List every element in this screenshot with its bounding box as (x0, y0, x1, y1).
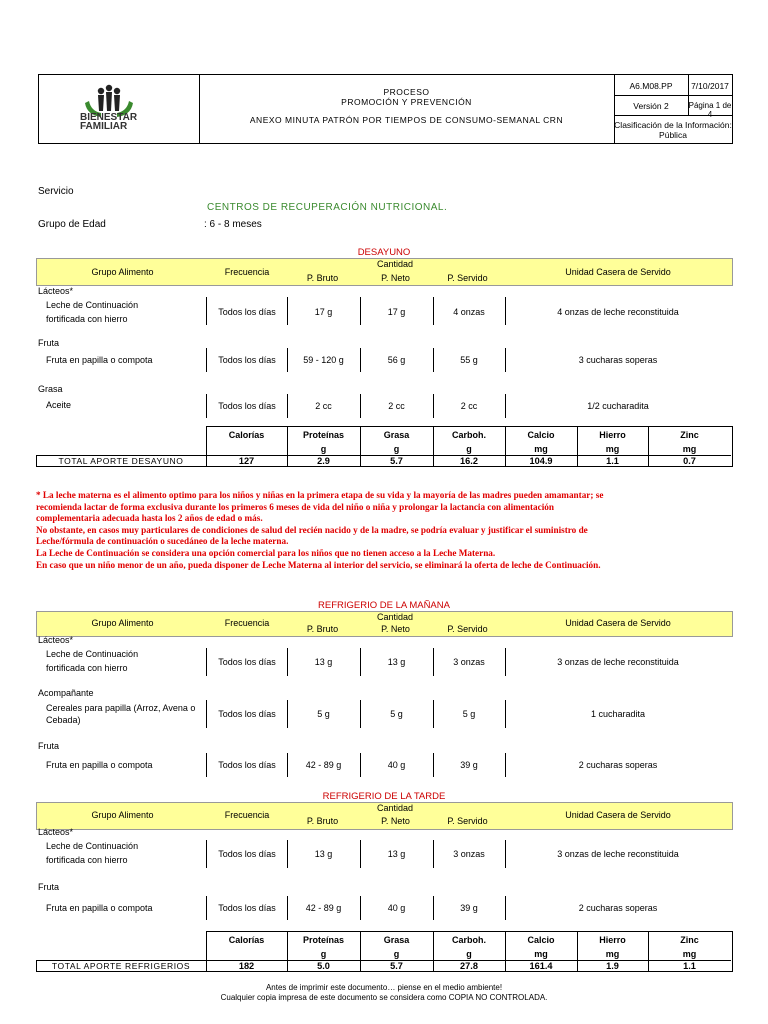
food-name: fortificada con hierro (46, 314, 128, 324)
note-line: * La leche materna es el alimento optimo para los niños y niñas en la primera etapa de su vida y la mayoría de las madres pueden amamantar; se (36, 490, 604, 500)
freq: Todos los días (218, 760, 276, 770)
servido: 3 onzas (453, 657, 485, 667)
bruto: 59 - 120 g (303, 355, 344, 365)
neto: 40 g (387, 903, 406, 913)
servido: 5 g (462, 709, 476, 719)
process-label: PROCESO (383, 87, 430, 97)
col-cantidad: Cantidad (376, 803, 414, 813)
logo-text (80, 113, 137, 131)
group-label: Fruta (38, 338, 60, 348)
group-label: Lácteos* (38, 827, 74, 837)
col-grupo: Grupo Alimento (91, 267, 154, 277)
unit: g (393, 949, 400, 959)
unidad: 2 cucharas soperas (578, 903, 658, 913)
nutrient-carboh: Carboh. (451, 935, 486, 945)
nutrient-proteinas: Proteínas (302, 430, 344, 440)
section-title-manana: REFRIGERIO DE LA MAÑANA (318, 600, 450, 611)
bruto: 13 g (314, 657, 333, 667)
col-cantidad: Cantidad (376, 612, 414, 622)
section-title-desayuno: DESAYUNO (357, 247, 411, 258)
food-name: fortificada con hierro (46, 663, 128, 673)
unit: mg (605, 949, 620, 959)
servido: 55 g (460, 355, 478, 365)
group-label: Fruta (38, 741, 60, 751)
total-grasa: 5.7 (390, 456, 403, 466)
nutrient-carboh: Carboh. (451, 430, 486, 440)
unidad: 4 onzas de leche reconstituida (557, 307, 679, 317)
footer-line: Antes de imprimir este documento… piense en el medio ambiente! (265, 983, 503, 992)
classification-label: Clasificación de la Información: (614, 120, 732, 130)
group-label: Grasa (38, 384, 63, 394)
header-divider (614, 95, 732, 96)
col-bruto: P. Bruto (306, 624, 339, 634)
document-title: ANEXO MINUTA PATRÓN POR TIEMPOS DE CONSUMO-SEMANAL CRN (249, 115, 564, 125)
unidad: 3 onzas de leche reconstituida (557, 849, 679, 859)
servicio-value: CENTROS DE RECUPERACIÓN NUTRICIONAL. (207, 202, 448, 213)
nutrient-calcio: Calcio (527, 935, 555, 945)
col-grupo: Grupo Alimento (91, 618, 154, 628)
freq: Todos los días (218, 355, 276, 365)
food-name: Leche de Continuación (46, 649, 139, 659)
col-servido: P. Servido (447, 816, 488, 826)
servido: 3 onzas (453, 849, 485, 859)
freq: Todos los días (218, 307, 276, 317)
col-grupo: Grupo Alimento (91, 810, 154, 820)
total-hierro: 1.1 (606, 456, 619, 466)
nutrient-calcio: Calcio (527, 430, 555, 440)
area-label: PROMOCIÓN Y PREVENCIÓN (341, 97, 472, 107)
food-name: Fruta en papilla o compota (46, 903, 153, 913)
food-name: Aceite (46, 400, 72, 410)
neto: 40 g (387, 760, 406, 770)
neto: 56 g (387, 355, 406, 365)
servido: 4 onzas (453, 307, 485, 317)
col-unidad: Unidad Casera de Servido (565, 267, 671, 277)
unit: mg (534, 949, 548, 959)
bruto: 5 g (317, 709, 330, 719)
nutrient-calorias: Calorías (228, 430, 265, 440)
total-calorias: 182 (238, 961, 255, 971)
total-hierro: 1.9 (606, 961, 619, 971)
unit: mg (534, 444, 548, 454)
food-name: Fruta en papilla o compota (46, 760, 153, 770)
unit: g (320, 949, 327, 959)
unidad: 1 cucharadita (590, 709, 646, 719)
total-grasa: 5.7 (390, 961, 403, 971)
bruto: 42 - 89 g (305, 760, 342, 770)
col-frecuencia: Frecuencia (224, 810, 270, 820)
nutrient-grasa: Grasa (383, 935, 410, 945)
neto: 2 cc (388, 401, 405, 411)
note-line: No obstante, en casos muy particulares de condiciones de salud del recién nacido y de la madre, se podría evaluar y justificar el suministro de (36, 524, 588, 535)
freq: Todos los días (218, 849, 276, 859)
food-name: Leche de Continuación (46, 300, 139, 310)
note-line: La Leche de Continuación se considera una opción comercial para los niños que no tienen acceso a la Leche Materna. (36, 547, 496, 558)
nutrient-zinc: Zinc (680, 935, 699, 945)
unit: g (466, 444, 472, 454)
group-label: Lácteos* (38, 635, 74, 645)
neto: 17 g (387, 307, 406, 317)
col-unidad: Unidad Casera de Servido (565, 618, 671, 628)
logo (39, 75, 199, 143)
total-calorias: 127 (238, 456, 255, 466)
food-name: Cereales para papilla (Arroz, Avena o (46, 703, 196, 713)
breastfeeding-note (36, 490, 736, 571)
col-servido: P. Servido (447, 624, 488, 634)
note-line: recomienda lactar de forma exclusiva durante los primeros 6 meses de vida del niño o niña y prolongar la lactancia con alimentación (36, 501, 554, 512)
logo-line: BIENESTAR (80, 112, 138, 123)
servido: 2 cc (460, 401, 478, 411)
servido: 39 g (460, 903, 478, 913)
document-date: 7/10/2017 (691, 81, 729, 91)
bruto: 13 g (314, 849, 333, 859)
total-zinc: 1.1 (683, 961, 696, 971)
note-line: complementaria adecuada hasta los 2 años de edad o más. (36, 513, 263, 524)
total-zinc: 0.7 (683, 456, 696, 466)
nutrient-proteinas: Proteínas (302, 935, 344, 945)
col-cantidad: Cantidad (376, 259, 414, 269)
total-calcio: 161.4 (529, 961, 553, 971)
unit: g (393, 444, 400, 454)
col-servido: P. Servido (447, 273, 488, 283)
document-code: A6.M08.PP (629, 81, 673, 91)
servido: 39 g (460, 760, 478, 770)
neto: 13 g (387, 849, 406, 859)
unidad: 1/2 cucharadita (587, 401, 649, 411)
unidad: 3 onzas de leche reconstituida (557, 657, 679, 667)
col-frecuencia: Frecuencia (224, 267, 270, 277)
nutrient-hierro: Hierro (599, 935, 626, 945)
freq: Todos los días (218, 401, 276, 411)
header-divider (199, 75, 200, 143)
col-neto: P. Neto (381, 273, 410, 283)
food-name: Cebada) (46, 715, 81, 725)
freq: Todos los días (218, 657, 276, 667)
food-name: fortificada con hierro (46, 855, 128, 865)
bruto: 2 cc (315, 401, 332, 411)
col-frecuencia: Frecuencia (224, 618, 270, 628)
section-title-tarde: REFRIGERIO DE LA TARDE (322, 791, 446, 802)
bruto: 42 - 89 g (305, 903, 342, 913)
food-name: Fruta en papilla o compota (46, 355, 153, 365)
footer-line: Cualquier copia impresa de este documento se considera como COPIA NO CONTROLADA. (220, 993, 548, 1002)
servicio-label: Servicio (38, 186, 74, 197)
note-line: Leche/fórmula de continuación o sucedáneo de la leche materna. (36, 536, 289, 547)
col-neto: P. Neto (381, 816, 410, 826)
note-line: En caso que un niño menor de un año, pueda disponer de Leche Materna al interior del servicio, se eliminará la oferta de leche de Continuación. (36, 559, 601, 570)
unit: mg (682, 444, 697, 454)
group-label: Fruta (38, 882, 60, 892)
neto: 13 g (387, 657, 406, 667)
freq: Todos los días (218, 709, 276, 719)
total-carboh: 27.8 (460, 961, 478, 971)
food-name: Leche de Continuación (46, 841, 139, 851)
document-header (38, 74, 733, 144)
unidad: 3 cucharas soperas (578, 355, 658, 365)
group-label: Acompañante (38, 688, 94, 698)
total-calcio: 104.9 (529, 456, 553, 466)
nutrient-grasa: Grasa (383, 430, 410, 440)
unit: mg (605, 444, 620, 454)
col-neto: P. Neto (381, 624, 410, 634)
total-proteinas: 5.0 (317, 961, 330, 971)
group-label: Lácteos* (38, 286, 74, 296)
freq: Todos los días (218, 903, 276, 913)
version: Versión 2 (633, 101, 669, 111)
unidad: 2 cucharas soperas (578, 760, 658, 770)
bruto: 17 g (314, 307, 333, 317)
unit: g (466, 949, 472, 959)
col-bruto: P. Bruto (306, 816, 339, 826)
nutrient-hierro: Hierro (599, 430, 626, 440)
unit: g (320, 444, 327, 454)
classification-value: Pública (659, 130, 687, 140)
col-bruto: P. Bruto (306, 273, 339, 283)
nutrient-zinc: Zinc (680, 430, 699, 440)
nutrient-calorias: Calorías (228, 935, 265, 945)
total-carboh: 16.2 (460, 456, 478, 466)
unit: mg (682, 949, 697, 959)
page-number: Página 1 de 4 (688, 101, 732, 119)
total-label: TOTAL APORTE DESAYUNO (58, 456, 184, 466)
total-label: TOTAL APORTE REFRIGERIOS (51, 961, 191, 971)
total-proteinas: 2.9 (317, 456, 330, 466)
grupo-value: : 6 - 8 meses (204, 219, 262, 230)
logo-line: FAMILIAR (80, 121, 128, 132)
col-unidad: Unidad Casera de Servido (565, 810, 671, 820)
neto: 5 g (390, 709, 403, 719)
grupo-label: Grupo de Edad (38, 219, 106, 230)
